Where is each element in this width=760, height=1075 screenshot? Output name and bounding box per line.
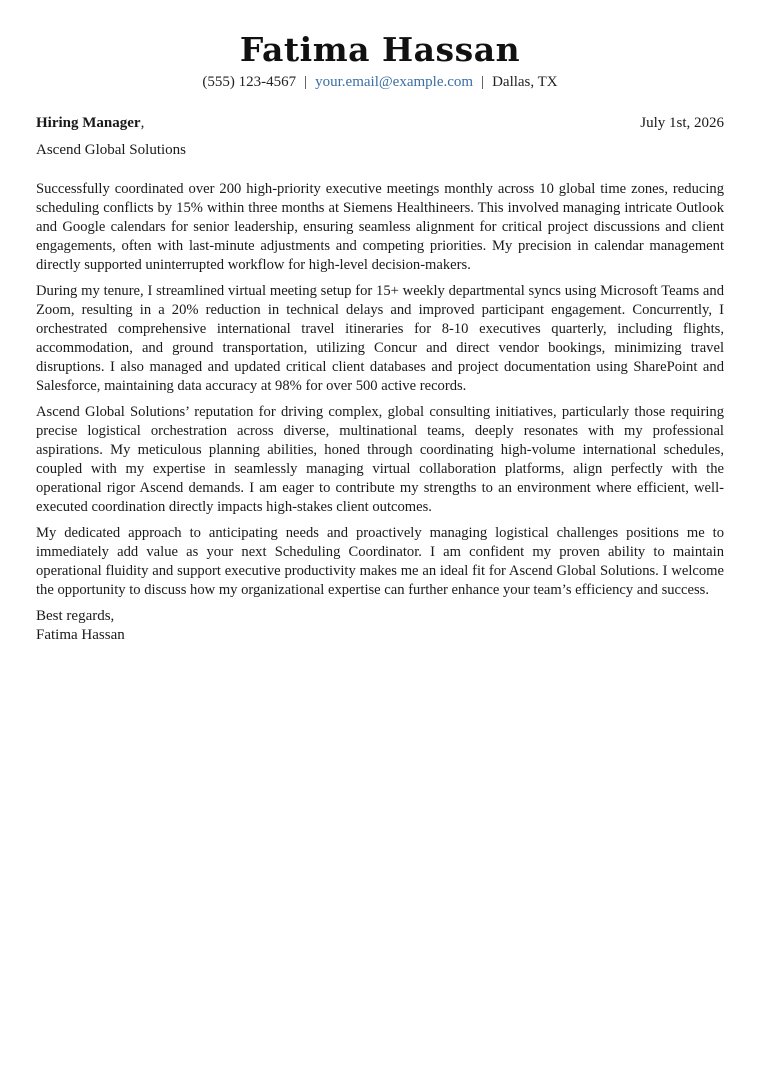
body-paragraph: During my tenure, I streamlined virtual meeting setup for 15+ weekly departmental syncs using Microsoft Teams and Zoom, resulting in a 20% reduction in technical delays and improved participant engagement. Concurrently, I orchestrated comprehensive international travel itineraries for 8-10 executives quarterly, including flights, accommodation, and ground transportation, utilizing Concur and direct vendor bookings, minimizing travel disruptions. I also managed and updated critical client databases and project documentation using SharePoint and Salesforce, maintaining data accuracy at 98% for over 500 active records. [36,283,724,394]
body-paragraph: Successfully coordinated over 200 high-priority executive meetings monthly across 10 global time zones, reducing scheduling conflicts by 15% within three months at Siemens Healthineers. This involved managing intricate Outlook and Google calendars for senior leadership, ensuring seamless alignment for critical project discussions and client engagements, often with last-minute adjustments and competing priorities. My precision in calendar management directly supported uninterrupted workflow for high-level decision-makers. [36,181,724,273]
body-paragraph: Ascend Global Solutions’ reputation for driving complex, global consulting initiatives, particularly those requiring precise logistical orchestration across diverse, multinational teams, deeply resonates with my professional aspirations. My meticulous planning abilities, honed through coordinating high-volume international schedules, coupled with my expertise in seamlessly managing virtual collaboration platforms, align perfectly with the operational rigor Ascend demands. I am eager to contribute my strengths to an environment where efficient, well-executed coordination directly impacts high-stakes client outcomes. [36,404,724,515]
recipient-title: Hiring Manager [36,115,141,131]
contact-separator: | [481,74,485,90]
closing-salutation: Best regards, [36,608,115,624]
letter-date: July 1st, 2026 [640,115,724,131]
recipient-greeting [36,113,144,133]
recipient-company: Ascend Global Solutions [36,142,186,158]
letter-body [36,180,724,600]
recipient-row [36,113,724,133]
closing-block [36,607,724,645]
contact-line [36,72,724,92]
body-paragraph: My dedicated approach to anticipating needs and proactively managing logistical challenges positions me to immediately add value as your next Scheduling Coordinator. I am confident my proven ability to maintain operational fluidity and support executive productivity makes me an ideal fit for Ascend Global Solutions. I welcome the opportunity to discuss how my organizational expertise can further enhance your team’s efficiency and success. [36,525,724,598]
recipient-comma: , [140,115,145,131]
email-link[interactable]: your.email@example.com [315,74,474,90]
phone-number: (555) 123-4567 [202,74,297,90]
contact-separator: | [304,74,308,90]
applicant-name: Fatima Hassan [239,30,521,69]
location: Dallas, TX [492,74,558,90]
cover-letter [36,0,724,645]
signature-name: Fatima Hassan [36,627,125,643]
